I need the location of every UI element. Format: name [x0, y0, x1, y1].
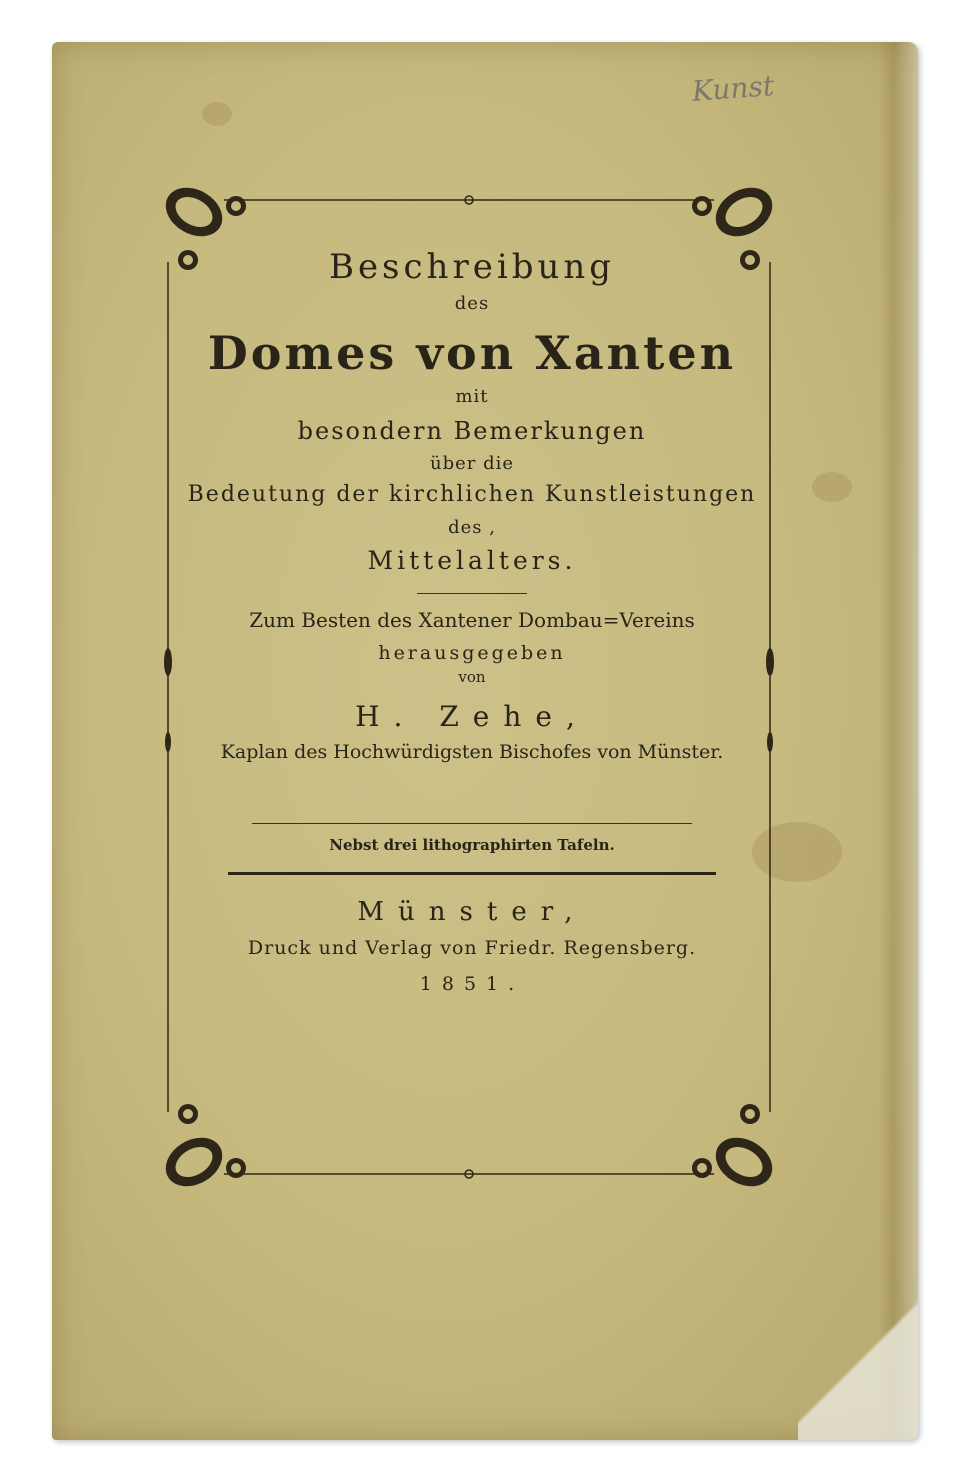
subtitle-des: des ,	[448, 517, 496, 538]
spine-edge	[878, 42, 918, 1440]
dedication-line: Zum Besten des Xantener Dombau=Vereins	[249, 608, 695, 632]
divider-thin	[252, 823, 692, 824]
title-line-beschreibung: Beschreibung	[328, 247, 616, 287]
handwritten-note: Kunst	[690, 69, 776, 108]
plates-note: Nebst drei lithographirten Tafeln.	[329, 836, 615, 854]
title-line-des: des	[454, 293, 490, 314]
book-cover	[52, 42, 918, 1440]
corner-ornament-bottom-right	[692, 1104, 774, 1192]
title-line-mit: mit	[455, 386, 489, 407]
imprint-publisher: Druck und Verlag von Friedr. Regensberg.	[247, 937, 697, 959]
main-title: Domes von Xanten	[207, 326, 737, 380]
imprint-city: Münster,	[357, 897, 587, 927]
author-title: Kaplan des Hochwürdigsten Bischofes von Münster.	[220, 741, 724, 763]
by-line: von	[458, 668, 486, 686]
corner-wear	[798, 1280, 918, 1440]
editor-line: herausgegeben	[378, 642, 566, 664]
imprint-year: 1851.	[419, 973, 525, 995]
subtitle-bedeutung: Bedeutung der kirchlichen Kunstleistungen	[187, 482, 757, 507]
divider-short	[417, 593, 527, 594]
stain	[812, 472, 852, 502]
subtitle-mittelalters: Mittelalters.	[367, 546, 577, 575]
stain	[202, 102, 232, 126]
corner-ornament-bottom-left	[164, 1104, 246, 1192]
subtitle-ueber-die: über die	[429, 453, 515, 474]
author-name: H. Zehe,	[355, 700, 589, 733]
subtitle-bemerkungen: besondern Bemerkungen	[297, 417, 647, 445]
divider-thick	[228, 872, 716, 875]
title-page-text	[182, 247, 762, 995]
